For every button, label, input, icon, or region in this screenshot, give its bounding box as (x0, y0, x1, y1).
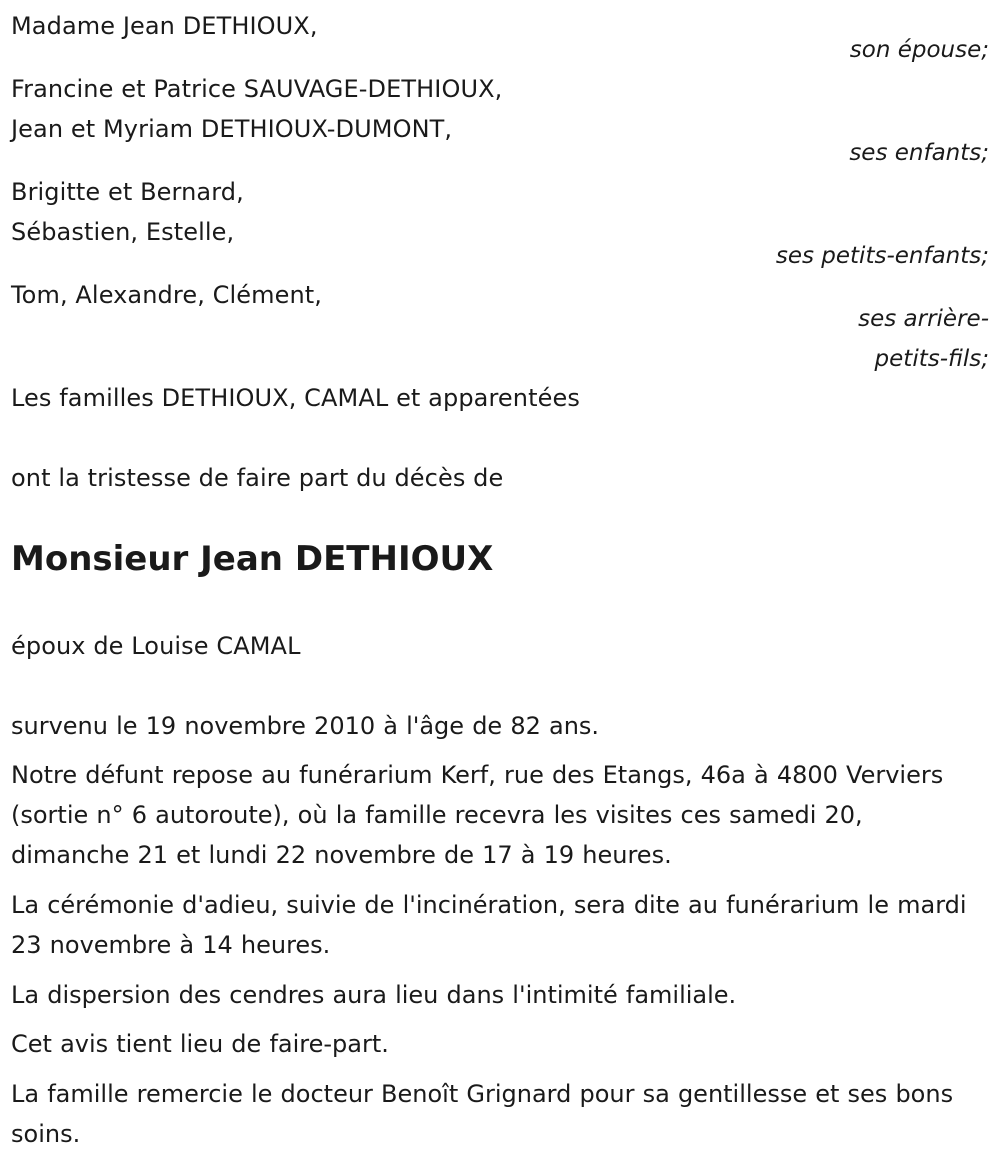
paragraph-notice: Cet avis tient lieu de faire-part. (11, 1030, 389, 1058)
children-line-2: Jean et Myriam DETHIOUX-DUMONT, (11, 115, 453, 143)
grandchildren-role: ses petits-enfants; (775, 243, 989, 269)
paragraph-ashes: La dispersion des cendres aura lieu dans l'intimité familiale. (11, 981, 737, 1009)
deceased-spouse-line: époux de Louise CAMAL (11, 632, 301, 660)
great-grandchildren-role-1: ses arrière- (858, 306, 989, 332)
paragraph-visitation: Notre défunt repose au funérarium Kerf, rue des Etangs, 46a à 4800 Verviers (sortie n° 6 autoroute), où la famille recevra les visites ces samedi 20, dimanche 21 et lundi 22 novembre de 17 à 19 heures. (11, 761, 944, 869)
spouse-role: son épouse; (849, 37, 989, 63)
families-line: Les familles DETHIOUX, CAMAL et apparentées (11, 384, 580, 412)
spouse-name: Madame Jean DETHIOUX, (11, 12, 318, 40)
deceased-name: Monsieur Jean DETHIOUX (11, 539, 494, 579)
paragraph-death-date: survenu le 19 novembre 2010 à l'âge de 82 ans. (11, 712, 600, 740)
death-notice (11, 0, 989, 1164)
children-line-1: Francine et Patrice SAUVAGE-DETHIOUX, (11, 75, 503, 103)
great-grandchildren-role-2: petits-fils; (874, 346, 989, 372)
children-role: ses enfants; (849, 140, 989, 166)
great-grandchildren-line: Tom, Alexandre, Clément, (11, 281, 323, 309)
grandchildren-line-2: Sébastien, Estelle, (11, 218, 235, 246)
paragraph-thanks: La famille remercie le docteur Benoît Grignard pour sa gentillesse et ses bons soins. (11, 1080, 954, 1148)
grandchildren-line-1: Brigitte et Bernard, (11, 178, 244, 206)
paragraph-ceremony: La cérémonie d'adieu, suivie de l'incinération, sera dite au funérarium le mardi 23 novembre à 14 heures. (11, 891, 967, 959)
announcement-text: ont la tristesse de faire part du décès de (11, 464, 504, 492)
